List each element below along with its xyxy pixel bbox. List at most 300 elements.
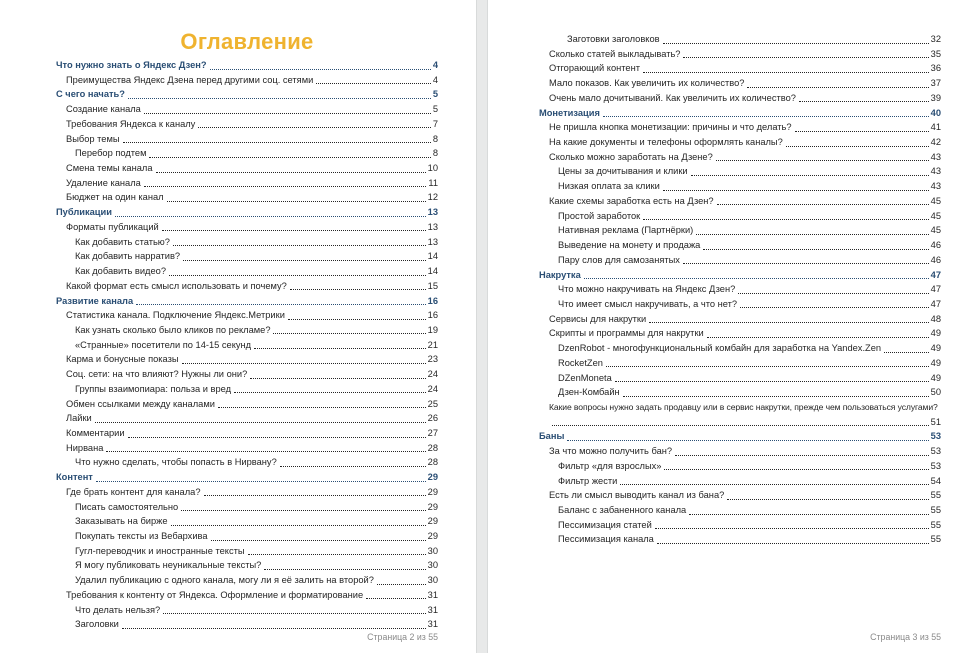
toc-leader-dots: [615, 381, 929, 382]
toc-page-number: 55: [930, 534, 941, 545]
toc-entry-text: Как узнать сколько было кликов по рекламе?: [75, 324, 271, 335]
toc-entry[interactable]: [539, 312, 941, 327]
toc-leader-dots: [280, 466, 426, 467]
toc-entry-text: Лайки: [66, 413, 92, 424]
toc-entry-text: Нирвана: [66, 442, 104, 453]
toc-page-number: 14: [427, 251, 438, 262]
toc-entry-text: Группы взаимопиара: польза и вред: [75, 383, 232, 394]
toc-leader-dots: [675, 455, 929, 456]
toc-page-number: 30: [427, 545, 438, 556]
toc-leader-dots: [740, 307, 929, 308]
toc-page-number: 26: [427, 413, 438, 424]
toc-leader-dots: [204, 495, 426, 496]
toc-entry[interactable]: [539, 297, 941, 312]
toc-entry-text: Какие вопросы нужно задать продавцу или в сервис накрутки, прежде чем пользоваться услугами?: [549, 401, 938, 412]
toc-leader-dots: [655, 528, 929, 529]
toc-page-number: 19: [427, 324, 438, 335]
toc-page-number: 13: [427, 236, 438, 247]
toc-page-number: 4: [432, 60, 438, 70]
toc-page-number: 39: [930, 92, 941, 103]
toc-entry[interactable]: [539, 518, 941, 533]
toc-leader-dots: [606, 366, 929, 367]
toc-page-number: 11: [428, 177, 438, 188]
toc-entry-text: Бюджет на один канал: [66, 192, 164, 203]
toc-leader-dots: [128, 98, 431, 99]
toc-entry-text: Как добавить нарратив?: [75, 251, 181, 262]
toc-leader-dots: [173, 245, 426, 246]
toc-entry-text: Пару слов для самозанятых: [558, 254, 680, 265]
toc-entry-text: Что делать нельзя?: [75, 604, 161, 615]
toc-leader-dots: [250, 378, 425, 379]
toc-leader-dots: [122, 628, 426, 629]
toc-page-number: 10: [427, 163, 438, 174]
toc-entry[interactable]: [56, 279, 438, 294]
toc-entry[interactable]: [56, 382, 438, 397]
toc-leader-dots: [649, 322, 928, 323]
toc-entry-text: Пессимизация канала: [558, 534, 654, 545]
toc-entry-text: С чего начать?: [56, 89, 125, 100]
toc-leader-dots: [643, 72, 929, 73]
toc-leader-dots: [211, 540, 426, 541]
toc-leader-dots: [198, 127, 431, 128]
toc-entry[interactable]: [56, 426, 438, 441]
toc-entry-text: Создание канала: [66, 104, 141, 115]
toc-entry[interactable]: [56, 220, 438, 235]
toc-entry[interactable]: [539, 459, 941, 474]
toc-leader-dots: [696, 234, 928, 235]
toc-entry[interactable]: [56, 176, 438, 191]
toc-leader-dots: [366, 598, 426, 599]
toc-entry[interactable]: [56, 529, 438, 544]
toc-entry[interactable]: [56, 73, 438, 88]
toc-page-number: 13: [427, 221, 438, 232]
toc-list-page-1: [56, 58, 438, 632]
toc-page-number: 24: [427, 383, 438, 394]
toc-entry[interactable]: [56, 205, 438, 220]
toc-entry-text: «Странные» посетители по 14-15 секунд: [75, 339, 252, 350]
toc-leader-dots: [683, 263, 929, 264]
toc-page-number: 8: [432, 148, 438, 159]
toc-entry[interactable]: [539, 474, 941, 489]
toc-leader-dots: [738, 293, 928, 294]
toc-leader-dots: [727, 499, 928, 500]
toc-entry[interactable]: [539, 47, 941, 62]
toc-entry[interactable]: [539, 532, 941, 547]
toc-entry-text: Статистика канала. Подключение Яндекс.Метрики: [66, 310, 285, 321]
toc-entry-text: RocketZen: [558, 357, 603, 368]
toc-entry-text: Перебор подтем: [75, 148, 147, 159]
toc-leader-dots: [707, 337, 929, 338]
toc-page-number: 23: [427, 354, 438, 365]
toc-entry-text: Писать самостоятельно: [75, 501, 179, 512]
toc-entry-text: Как добавить статью?: [75, 236, 170, 247]
toc-entry[interactable]: [539, 209, 941, 224]
toc-leader-dots: [183, 260, 426, 261]
toc-entry-text: Выбор темы: [66, 133, 120, 144]
page-gap-divider: [476, 0, 488, 653]
toc-entry[interactable]: [56, 352, 438, 367]
toc-page-number: 45: [930, 210, 941, 221]
toc-page-number: 31: [427, 604, 438, 615]
toc-leader-dots: [664, 469, 928, 470]
toc-entry[interactable]: [56, 190, 438, 205]
toc-entry[interactable]: [56, 132, 438, 147]
toc-entry[interactable]: [539, 76, 941, 91]
toc-entry[interactable]: [56, 338, 438, 353]
toc-leader-dots: [144, 186, 427, 187]
toc-entry[interactable]: [56, 249, 438, 264]
toc-leader-dots: [264, 569, 425, 570]
toc-entry-text: Накрутка: [539, 269, 581, 280]
toc-entry[interactable]: [56, 470, 438, 485]
toc-page-number: 15: [427, 280, 438, 291]
toc-page-number: 37: [930, 78, 941, 89]
toc-leader-dots: [218, 407, 426, 408]
toc-page-number: 16: [427, 295, 438, 306]
toc-entry-text: Карма и бонусные показы: [66, 354, 179, 365]
toc-entry[interactable]: [56, 603, 438, 618]
toc-entry-text: Мало показов. Как увеличить их количество?: [549, 78, 745, 89]
toc-entry[interactable]: [539, 268, 941, 283]
toc-leader-dots: [290, 289, 426, 290]
toc-page-number: 30: [427, 560, 438, 571]
toc-page-number: 36: [930, 63, 941, 74]
toc-entry-text: Какой формат есть смысл использовать и почему?: [66, 280, 287, 291]
toc-leader-dots: [716, 160, 929, 161]
toc-entry[interactable]: [539, 179, 941, 194]
toc-entry-text: Фильтр жести: [558, 475, 618, 486]
toc-entry[interactable]: [539, 341, 941, 356]
toc-entry[interactable]: [539, 194, 941, 209]
toc-page-number: 21: [427, 339, 438, 350]
toc-entry[interactable]: [539, 488, 941, 503]
toc-page-number: 47: [930, 269, 941, 280]
toc-leader-dots: [689, 514, 928, 515]
toc-page-number: 47: [930, 284, 941, 295]
toc-leader-dots: [620, 484, 928, 485]
toc-page-number: 12: [427, 192, 438, 203]
toc-entry-text: Как добавить видео?: [75, 266, 166, 277]
toc-entry-text: Нативная реклама (Партнёрки): [558, 225, 694, 236]
toc-entry-text: Баны: [539, 431, 565, 442]
toc-leader-dots: [663, 190, 929, 191]
toc-entry-text: Цены за дочитывания и клики: [558, 166, 688, 177]
toc-entry-text: Развитие канала: [56, 295, 134, 306]
toc-page-number: 53: [930, 460, 941, 471]
toc-entry-text: Что нужно знать о Яндекс Дзен?: [56, 60, 207, 70]
toc-leader-dots: [377, 584, 426, 585]
toc-page-number: 45: [930, 195, 941, 206]
toc-leader-dots: [182, 363, 426, 364]
toc-page-number: 55: [930, 490, 941, 501]
toc-entry-text: Соц. сети: на что влияют? Нужны ли они?: [66, 369, 248, 380]
toc-entry-text: Где брать контент для канала?: [66, 486, 201, 497]
page-footer: Страница 3 из 55: [870, 632, 941, 642]
toc-entry[interactable]: [56, 411, 438, 426]
toc-page-number: 8: [432, 133, 438, 144]
toc-entry-text: За что можно получить бан?: [549, 446, 673, 457]
toc-entry[interactable]: [539, 91, 941, 106]
toc-page-number: 47: [930, 298, 941, 309]
toc-entry-text: Очень мало дочитываний. Как увеличить их количество?: [549, 92, 796, 103]
toc-entry[interactable]: [539, 164, 941, 179]
toc-page-number: 49: [930, 372, 941, 383]
toc-entry[interactable]: [539, 32, 941, 47]
toc-leader-dots: [623, 396, 929, 397]
toc-page-number: 31: [427, 619, 438, 630]
toc-entry-text: Комментарии: [66, 427, 125, 438]
toc-page-number: 43: [930, 166, 941, 177]
toc-entry[interactable]: [56, 514, 438, 529]
toc-entry[interactable]: [56, 441, 438, 456]
toc-entry[interactable]: [539, 385, 941, 400]
toc-entry-text: Я могу публиковать неуникальные тексты?: [75, 560, 262, 571]
toc-entry[interactable]: [56, 485, 438, 500]
toc-page-number: 28: [427, 457, 438, 468]
toc-page-number: 51: [930, 416, 941, 427]
toc-leader-dots: [799, 101, 929, 102]
toc-leader-dots: [316, 83, 431, 84]
toc-leader-dots: [115, 216, 426, 217]
toc-entry[interactable]: [539, 253, 941, 268]
toc-entry[interactable]: [56, 146, 438, 161]
toc-page-number: 30: [427, 575, 438, 586]
toc-entry-text: Требования Яндекса к каналу: [66, 118, 196, 129]
toc-leader-dots: [552, 425, 929, 426]
toc-leader-dots: [747, 87, 928, 88]
toc-entry-text: На какие документы и телефоны оформлять каналы?: [549, 137, 783, 148]
toc-page-number: 55: [930, 519, 941, 530]
toc-leader-dots: [584, 278, 929, 279]
toc-leader-dots: [181, 510, 426, 511]
toc-page-number: 40: [930, 107, 941, 118]
toc-entry[interactable]: [539, 356, 941, 371]
toc-entry[interactable]: [56, 161, 438, 176]
toc-entry-text: Фильтр «для взрослых»: [558, 460, 662, 471]
toc-page-number: 7: [432, 118, 438, 129]
document-page-3: [488, 0, 960, 653]
toc-entry-text: Есть ли смысл выводить канал из бана?: [549, 490, 725, 501]
toc-leader-dots: [95, 422, 426, 423]
toc-entry-text: Не пришла кнопка монетизации: причины и что делать?: [549, 122, 792, 133]
toc-entry-text: Баланс с забаненного канала: [558, 505, 687, 515]
toc-entry-text: Гугл-переводчик и иностранные тексты: [75, 545, 245, 556]
toc-page-number: 41: [930, 122, 941, 133]
toc-entry-text: Заголовки: [75, 619, 119, 630]
toc-page-number: 29: [427, 531, 438, 541]
toc-page-number: 25: [427, 398, 438, 409]
toc-leader-dots: [167, 201, 426, 202]
toc-page-number: 14: [427, 266, 438, 277]
toc-leader-dots: [210, 69, 431, 70]
toc-leader-dots: [162, 230, 426, 231]
toc-page-number: 49: [930, 343, 941, 354]
toc-entry[interactable]: [56, 102, 438, 117]
toc-entry[interactable]: [56, 455, 438, 470]
toc-leader-dots: [123, 142, 431, 143]
toc-entry-text: Контент: [56, 472, 93, 483]
toc-entry-text: Скрипты и программы для накрутки: [549, 328, 704, 339]
toc-entry-text: Форматы публикаций: [66, 221, 159, 232]
toc-entry[interactable]: [56, 367, 438, 382]
toc-leader-dots: [234, 392, 426, 393]
toc-entry-text: Что имеет смысл накручивать, а что нет?: [558, 298, 738, 309]
toc-entry-text: Удалил публикацию с одного канала, могу ли я её залить на второй?: [75, 575, 374, 586]
toc-entry[interactable]: [539, 371, 941, 386]
toc-leader-dots: [663, 43, 929, 44]
toc-entry-text: Требования к контенту от Яндекса. Оформление и форматирование: [66, 589, 364, 600]
toc-leader-dots: [273, 333, 425, 334]
toc-entry-text: Что можно накручивать на Яндекс Дзен?: [558, 284, 736, 295]
toc-entry[interactable]: [539, 400, 941, 415]
toc-leader-dots: [169, 275, 426, 276]
toc-entry-text: Преимущества Яндекс Дзена перед другими соц. сетями: [66, 74, 314, 85]
toc-page-number: 43: [930, 151, 941, 162]
toc-leader-dots: [657, 543, 929, 544]
toc-leader-dots: [643, 219, 928, 220]
toc-page-number: 54: [930, 475, 941, 486]
toc-entry[interactable]: [539, 135, 941, 150]
toc-leader-dots: [171, 525, 426, 526]
toc-page-number: 28: [427, 442, 438, 453]
toc-entry[interactable]: [56, 558, 438, 573]
toc-entry[interactable]: [56, 323, 438, 338]
toc-entry[interactable]: [56, 264, 438, 279]
toc-entry[interactable]: [539, 223, 941, 238]
toc-entry-text: Что нужно сделать, чтобы попасть в Нирвану?: [75, 457, 277, 468]
toc-entry-text: Сервисы для накрутки: [549, 313, 647, 324]
toc-entry-text: Сколько можно заработать на Дзене?: [549, 151, 713, 162]
toc-page-number: 49: [930, 357, 941, 368]
toc-page-number: 46: [930, 240, 941, 251]
toc-page-number: 45: [930, 225, 941, 236]
toc-leader-dots: [128, 437, 426, 438]
toc-entry-text: Покупать тексты из Вебархива: [75, 531, 208, 541]
toc-entry[interactable]: [56, 544, 438, 559]
toc-entry-text: Простой заработок: [558, 210, 641, 221]
toc-entry[interactable]: [56, 87, 438, 102]
toc-page-number: 32: [930, 34, 941, 44]
toc-page-number: 5: [432, 89, 438, 100]
toc-page-number: 29: [427, 472, 438, 483]
toc-entry-text: Отгорающий контент: [549, 63, 640, 74]
toc-list-page-2: [539, 32, 941, 547]
toc-page-number: 42: [930, 137, 941, 148]
toc-page-number: 43: [930, 181, 941, 192]
toc-entry-text: Выведение на монету и продажа: [558, 240, 701, 251]
toc-leader-dots: [248, 554, 426, 555]
toc-leader-dots: [786, 146, 929, 147]
toc-entry[interactable]: [56, 588, 438, 603]
toc-page-number: 55: [930, 505, 941, 515]
toc-page-number: 49: [930, 328, 941, 339]
toc-page-number: 5: [432, 104, 438, 115]
toc-page-number: 53: [930, 431, 941, 442]
toc-page-number: 16: [427, 310, 438, 321]
toc-entry[interactable]: [56, 308, 438, 323]
toc-entry[interactable]: [56, 235, 438, 250]
toc-leader-dots: [717, 204, 929, 205]
toc-entry[interactable]: [56, 397, 438, 412]
toc-entry[interactable]: [539, 444, 941, 459]
toc-entry-text: Обмен ссылками между каналами: [66, 398, 215, 409]
toc-page-number: 24: [427, 369, 438, 380]
toc-entry[interactable]: [539, 120, 941, 135]
toc-leader-dots: [691, 175, 929, 176]
toc-page-number: 27: [427, 427, 438, 438]
toc-entry-text: Какие схемы заработка есть на Дзен?: [549, 195, 714, 206]
toc-page-number: 29: [427, 516, 438, 527]
toc-entry-text: Сколько статей выкладывать?: [549, 48, 681, 59]
toc-leader-dots: [96, 481, 426, 482]
toc-leader-dots: [254, 348, 426, 349]
toc-entry-text: Заготовки заголовков: [567, 34, 660, 44]
toc-leader-dots: [795, 131, 929, 132]
toc-entry-text: Публикации: [56, 207, 112, 218]
toc-leader-dots: [136, 304, 426, 305]
toc-page-number: 29: [427, 486, 438, 497]
toc-leader-dots: [149, 157, 430, 158]
toc-page-number: 31: [427, 589, 438, 600]
toc-entry[interactable]: [539, 61, 941, 76]
toc-page-number: 53: [930, 446, 941, 457]
toc-entry-text: DzenRobot - многофункциональный комбайн для заработка на Yandex.Zen: [558, 343, 882, 354]
toc-entry-text: Монетизация: [539, 107, 600, 118]
toc-entry-text: Смена темы канала: [66, 163, 153, 174]
toc-entry-text: Дзен-Комбайн: [558, 387, 620, 398]
toc-entry[interactable]: [56, 573, 438, 588]
toc-title: Оглавление: [180, 29, 314, 54]
toc-entry[interactable]: [56, 500, 438, 515]
toc-entry[interactable]: [56, 117, 438, 132]
toc-leader-dots: [567, 440, 928, 441]
toc-leader-dots: [163, 613, 425, 614]
document-page-2: [0, 0, 476, 653]
toc-leader-dots: [156, 172, 426, 173]
toc-entry-text: Заказывать на бирже: [75, 516, 168, 527]
toc-entry-text: Удаление канала: [66, 177, 141, 188]
toc-entry[interactable]: [539, 106, 941, 121]
toc-page-number: 29: [427, 501, 438, 512]
toc-page-number: 50: [930, 387, 941, 398]
toc-leader-dots: [106, 451, 425, 452]
toc-entry-text: Низкая оплата за клики: [558, 181, 660, 192]
toc-entry[interactable]: [56, 617, 438, 632]
toc-entry[interactable]: [539, 238, 941, 253]
toc-entry-text: DZenMoneta: [558, 372, 612, 383]
toc-entry[interactable]: [539, 429, 941, 444]
toc-entry-continuation[interactable]: [539, 415, 941, 430]
toc-entry[interactable]: [539, 282, 941, 297]
toc-leader-dots: [884, 352, 929, 353]
toc-entry[interactable]: [539, 150, 941, 165]
toc-entry[interactable]: [56, 294, 438, 309]
toc-entry[interactable]: [539, 503, 941, 518]
toc-entry-text: Пессимизация статей: [558, 519, 652, 530]
toc-entry[interactable]: [539, 326, 941, 341]
toc-page-number: 13: [427, 207, 438, 218]
toc-leader-dots: [603, 116, 929, 117]
toc-leader-dots: [703, 249, 928, 250]
toc-entry[interactable]: [56, 58, 438, 73]
page-footer: Страница 2 из 55: [367, 632, 438, 642]
toc-page-number: 48: [930, 313, 941, 324]
toc-leader-dots: [144, 113, 431, 114]
toc-page-number: 46: [930, 254, 941, 265]
toc-page-number: 35: [930, 48, 941, 59]
toc-leader-dots: [288, 319, 426, 320]
toc-page-number: 4: [432, 74, 438, 85]
